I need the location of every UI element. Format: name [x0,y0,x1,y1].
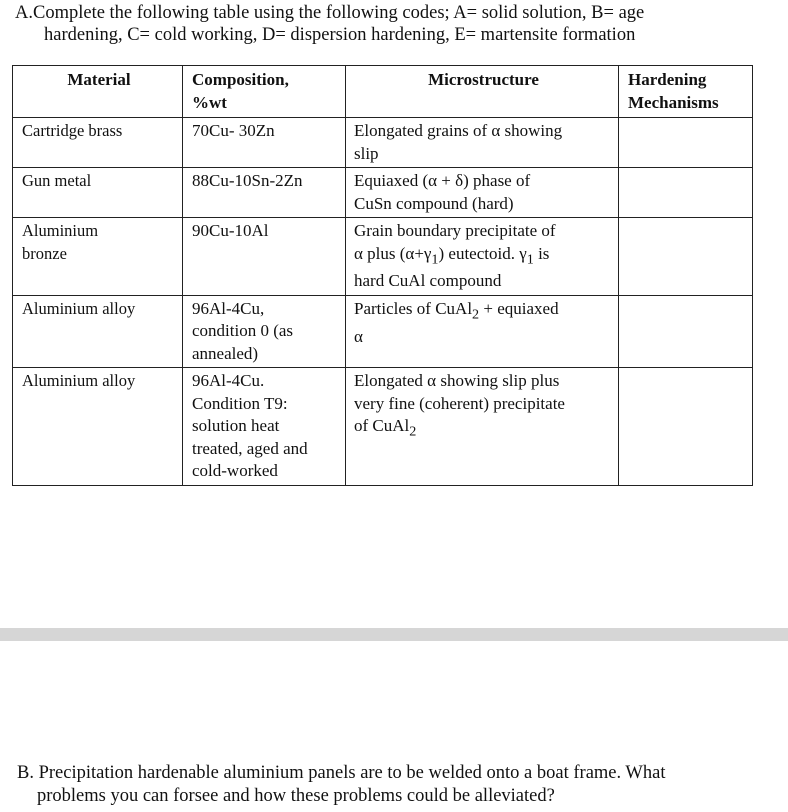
hardening-mechanism-answer-cell[interactable] [619,118,753,168]
material-cell: Aluminium alloy [13,368,183,486]
header-microstructure: Microstructure [346,66,619,118]
microstructure-cell: Elongated α showing slip plus very fine (coherent) precipitate of CuAl$_2$ [346,368,619,486]
composition-cell: 88Cu-10Sn-2Zn [183,168,346,218]
section-b-line-2: problems you can forsee and how these problems could be alleviated? [37,786,555,806]
material-cell: Aluminium alloy [13,295,183,368]
microstructure-cell: Equiaxed (α + δ) phase of CuSn compound (hard) [346,168,619,218]
section-divider [0,628,788,641]
hardening-mechanisms-table [12,65,753,486]
section-b-question [17,762,777,808]
table-row [13,218,753,296]
composition-cell: 96Al-4Cu, condition 0 (as annealed) [183,295,346,368]
microstructure-cell: Elongated grains of α showing slip [346,118,619,168]
hardening-mechanism-answer-cell[interactable] [619,295,753,368]
material-cell: Cartridge brass [13,118,183,168]
composition-cell: 96Al-4Cu. Condition T9: solution heat treated, aged and cold-worked [183,368,346,486]
material-cell: Gun metal [13,168,183,218]
header-hardening-mechanisms: Hardening Mechanisms [619,66,753,118]
table-row [13,295,753,368]
table-row [13,118,753,168]
table-header-row [13,66,753,118]
section-a-line-2: hardening, C= cold working, D= dispersion hardening, E= martensite formation [44,25,636,45]
material-cell: Aluminium bronze [13,218,183,296]
composition-cell: 70Cu- 30Zn [183,118,346,168]
hardening-mechanism-answer-cell[interactable] [619,218,753,296]
microstructure-cell: Particles of CuAl$_2$ + equiaxed α [346,295,619,368]
section-a-instructions [15,2,775,46]
microstructure-cell: Grain boundary precipitate of α plus $(\alpha+\gamma_1)$ eutectoid. $\gamma_1$ is hard CuAl compound [346,218,619,296]
section-b-line-1: B. Precipitation hardenable aluminium panels are to be welded onto a boat frame. What [17,763,666,783]
section-a-line-1: A.Complete the following table using the following codes; A= solid solution, B= age [15,3,645,23]
table-row [13,368,753,486]
header-material: Material [13,66,183,118]
composition-cell: 90Cu-10Al [183,218,346,296]
hardening-mechanism-answer-cell[interactable] [619,168,753,218]
header-composition: Composition, %wt [183,66,346,118]
hardening-mechanism-answer-cell[interactable] [619,368,753,486]
table-row [13,168,753,218]
